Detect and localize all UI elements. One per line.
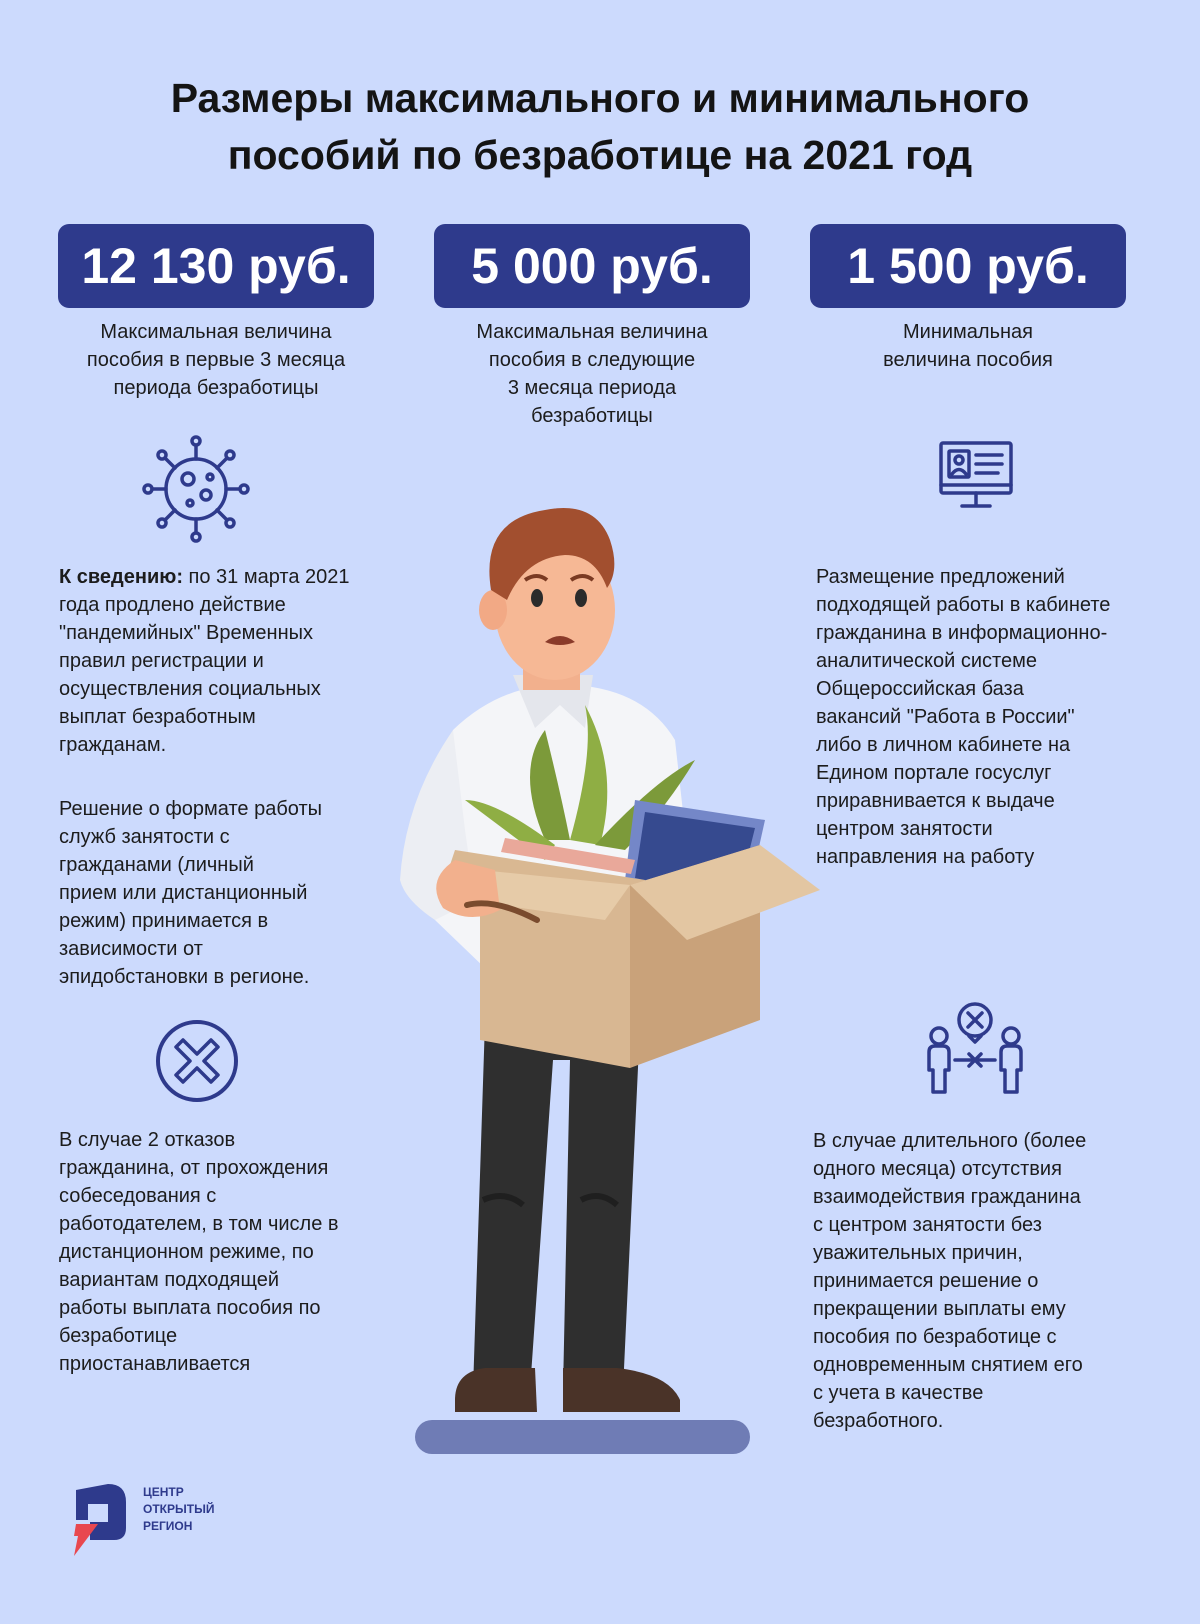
logo-line: ОТКРЫТЫЙ xyxy=(143,1502,215,1516)
note-line: "пандемийных" Временных xyxy=(59,622,313,644)
termination-line: принимается решение о xyxy=(813,1270,1039,1292)
refusal-line: безработице xyxy=(59,1325,178,1347)
termination-line: одного месяца) отсутствия xyxy=(813,1158,1062,1180)
caption-line: периода безработицы xyxy=(113,377,319,399)
termination-line: взаимодействия гражданина xyxy=(813,1186,1081,1208)
man-with-box-illustration xyxy=(395,500,855,1460)
centr-otkrytyi-region-logo-icon xyxy=(68,1482,130,1556)
format-line: Решение о формате работы xyxy=(59,798,322,820)
format-line: служб занятости с xyxy=(59,826,230,848)
caption-line: Максимальная величина xyxy=(476,321,708,343)
format-line: прием или дистанционный xyxy=(59,882,308,904)
title-line-1: Размеры максимального и минимального xyxy=(170,75,1030,121)
note-label: К сведению: xyxy=(59,566,183,588)
termination-line: безработного. xyxy=(813,1410,944,1432)
shoe-right xyxy=(563,1368,680,1412)
refusal-line: работодателем, в том числе в xyxy=(59,1213,339,1235)
computer-profile-icon xyxy=(938,440,1014,512)
refusal-line: гражданина, от прохождения xyxy=(59,1157,329,1179)
refusal-line: дистанционном режиме, по xyxy=(59,1241,314,1263)
refusal-line: собеседования с xyxy=(59,1185,217,1207)
note-line: гражданам. xyxy=(59,734,167,756)
amount-badge-max-next: 5 000 руб. xyxy=(434,224,750,308)
amount-badge-min: 1 500 руб. xyxy=(810,224,1126,308)
refusal-paragraph xyxy=(59,1126,339,1378)
placement-line: подходящей работы в кабинете xyxy=(816,594,1111,616)
caption-line: 3 месяца периода xyxy=(507,377,677,399)
format-line: зависимости от xyxy=(59,938,203,960)
caption-line: безработицы xyxy=(531,405,653,427)
logo-line: ЦЕНТР xyxy=(143,1485,184,1499)
shoe-left xyxy=(455,1368,537,1412)
termination-line: с учета в качестве xyxy=(813,1382,984,1404)
note-line: правил регистрации и xyxy=(59,650,264,672)
refusal-line: работы выплата пособия по xyxy=(59,1297,321,1319)
placement-line: Размещение предложений xyxy=(816,566,1065,588)
placement-line: гражданина в информационно- xyxy=(816,622,1108,644)
amount-badge-max-first: 12 130 руб. xyxy=(58,224,374,308)
refusal-line: вариантам подходящей xyxy=(59,1269,280,1291)
termination-line: уважительных причин, xyxy=(813,1242,1023,1264)
termination-line: одновременным снятием его xyxy=(813,1354,1083,1376)
caption-line: пособия в следующие xyxy=(488,349,696,371)
note-line: осуществления социальных xyxy=(59,678,321,700)
caption-line: Максимальная величина xyxy=(100,321,332,343)
format-line: эпидобстановки в регионе. xyxy=(59,966,310,988)
amount-caption-min xyxy=(810,318,1126,374)
amount-caption-max-next xyxy=(434,318,750,430)
termination-line: с центром занятости без xyxy=(813,1214,1042,1236)
placement-line: центром занятости xyxy=(816,818,993,840)
termination-line: В случае длительного (более xyxy=(813,1130,1087,1152)
amount-caption-max-first xyxy=(58,318,374,402)
placement-line: Едином портале госуслуг xyxy=(816,762,1052,784)
placement-line: Общероссийская база xyxy=(816,678,1024,700)
format-line: гражданами (личный xyxy=(59,854,254,876)
note-line: по 31 марта 2021 xyxy=(182,566,350,588)
cross-circle-icon xyxy=(154,1018,240,1104)
caption-line: Минимальная xyxy=(902,321,1033,343)
work-format-paragraph xyxy=(59,795,322,991)
refusal-line: приостанавливается xyxy=(59,1353,251,1375)
caption-line: величина пособия xyxy=(883,349,1053,371)
placement-line: либо в личном кабинете на xyxy=(816,734,1071,756)
placement-line: аналитической системе xyxy=(816,650,1037,672)
placement-line: вакансий "Работа в России" xyxy=(816,706,1075,728)
termination-line: пособия по безработице с xyxy=(813,1326,1057,1348)
note-paragraph xyxy=(59,563,350,759)
placement-line: приравнивается к выдаче xyxy=(816,790,1055,812)
format-line: режим) принимается в xyxy=(59,910,269,932)
virus-icon xyxy=(140,433,252,545)
placement-paragraph xyxy=(816,563,1110,871)
placement-line: направления на работу xyxy=(816,846,1035,868)
title-line-2: пособий по безработице на 2021 год xyxy=(227,132,973,178)
page-title xyxy=(0,70,1200,184)
note-line: выплат безработным xyxy=(59,706,256,728)
people-disconnect-icon xyxy=(925,1000,1025,1096)
floor-shadow xyxy=(415,1420,750,1454)
note-line: года продлено действие xyxy=(59,594,286,616)
refusal-line: В случае 2 отказов xyxy=(59,1129,236,1151)
logo-text xyxy=(143,1484,214,1535)
termination-line: прекращении выплаты ему xyxy=(813,1298,1066,1320)
caption-line: пособия в первые 3 месяца xyxy=(86,349,346,371)
logo-line: РЕГИОН xyxy=(143,1519,193,1533)
